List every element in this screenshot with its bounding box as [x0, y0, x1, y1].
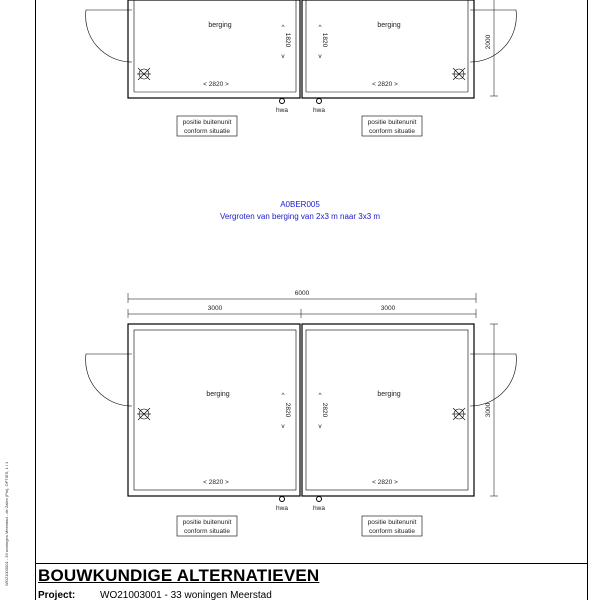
bottom-right-arrow-down: v: [318, 423, 322, 430]
top-left-depth-dim: 1820: [284, 32, 291, 48]
variant-code: A0BER005: [280, 200, 320, 209]
top-side-dim: 2000: [485, 34, 492, 50]
bottom-left-room-outline: [128, 324, 300, 496]
top-outlet-left-label: hwa: [276, 107, 288, 114]
variant-description: Vergroten van berging van 2x3 m naar 3x3 m: [219, 212, 381, 221]
top-unit-note-left-line2: conform situatie: [184, 128, 230, 135]
top-outlet-right-label: hwa: [313, 107, 325, 114]
top-right-door-swing: [470, 10, 516, 62]
bottom-left-width-dim: < 2820 >: [203, 479, 229, 486]
bottom-right-half-dim: 3000: [380, 305, 396, 312]
top-left-arrow-up: ^: [281, 24, 285, 31]
bottom-total-dim: 6000: [294, 290, 310, 297]
bottom-left-arrow-up: ^: [281, 392, 285, 399]
bottom-unit-note-left-line2: conform situatie: [184, 528, 230, 535]
bottom-outlet-left: [280, 497, 285, 502]
bottom-unit-note-right-line2: conform situatie: [369, 528, 415, 535]
bottom-left-unit-symbol: [137, 408, 151, 420]
bottom-left-room-label: berging: [206, 391, 230, 398]
bottom-left-depth-dim: 2820: [284, 402, 291, 418]
top-left-door-swing: [86, 10, 132, 62]
bottom-outlet-right-label: hwa: [313, 505, 325, 512]
bottom-left-arrow-down: v: [281, 423, 285, 430]
top-right-unit-symbol: [452, 68, 466, 80]
page-title: BOUWKUNDIGE ALTERNATIEVEN: [38, 566, 320, 585]
bottom-unit-note-left-line1: positie buitenunit: [182, 519, 232, 526]
bottom-right-arrow-up: ^: [318, 392, 322, 399]
top-right-arrow-up: ^: [318, 24, 322, 31]
top-outlet-left: [280, 99, 285, 104]
bottom-right-depth-dim: 2820: [321, 402, 328, 418]
bottom-outlet-left-label: hwa: [276, 505, 288, 512]
top-outlet-right: [317, 99, 322, 104]
top-left-unit-symbol: [137, 68, 151, 80]
top-unit-note-left-line1: positie buitenunit: [182, 119, 232, 126]
top-right-depth-dim: 1820: [321, 32, 328, 48]
top-unit-note-right-line1: positie buitenunit: [367, 119, 417, 126]
bottom-side-dim: 3000: [485, 402, 492, 418]
side-note: WO21003001 - 33 woningen Meerstad - de Zalen (Pin), OPTIES, 1 / 1: [4, 461, 9, 586]
bottom-left-half-dim: 3000: [207, 305, 223, 312]
top-left-width-dim: < 2820 >: [203, 81, 229, 88]
project-value: WO21003001 - 33 woningen Meerstad: [100, 590, 272, 601]
bottom-right-width-dim: < 2820 >: [372, 479, 398, 486]
top-unit-note-right-line2: conform situatie: [369, 128, 415, 135]
top-left-room-label: berging: [208, 22, 232, 29]
bottom-unit-note-right-line1: positie buitenunit: [367, 519, 417, 526]
top-right-width-dim: < 2820 >: [372, 81, 398, 88]
bottom-right-unit-symbol: [452, 408, 466, 420]
bottom-left-door-swing: [86, 354, 132, 406]
bottom-outlet-right: [317, 497, 322, 502]
top-left-arrow-down: v: [281, 53, 285, 60]
bottom-right-room-label: berging: [377, 391, 401, 398]
project-label: Project:: [38, 590, 76, 601]
top-right-arrow-down: v: [318, 53, 322, 60]
bottom-right-door-swing: [470, 354, 516, 406]
top-right-room-label: berging: [377, 22, 401, 29]
